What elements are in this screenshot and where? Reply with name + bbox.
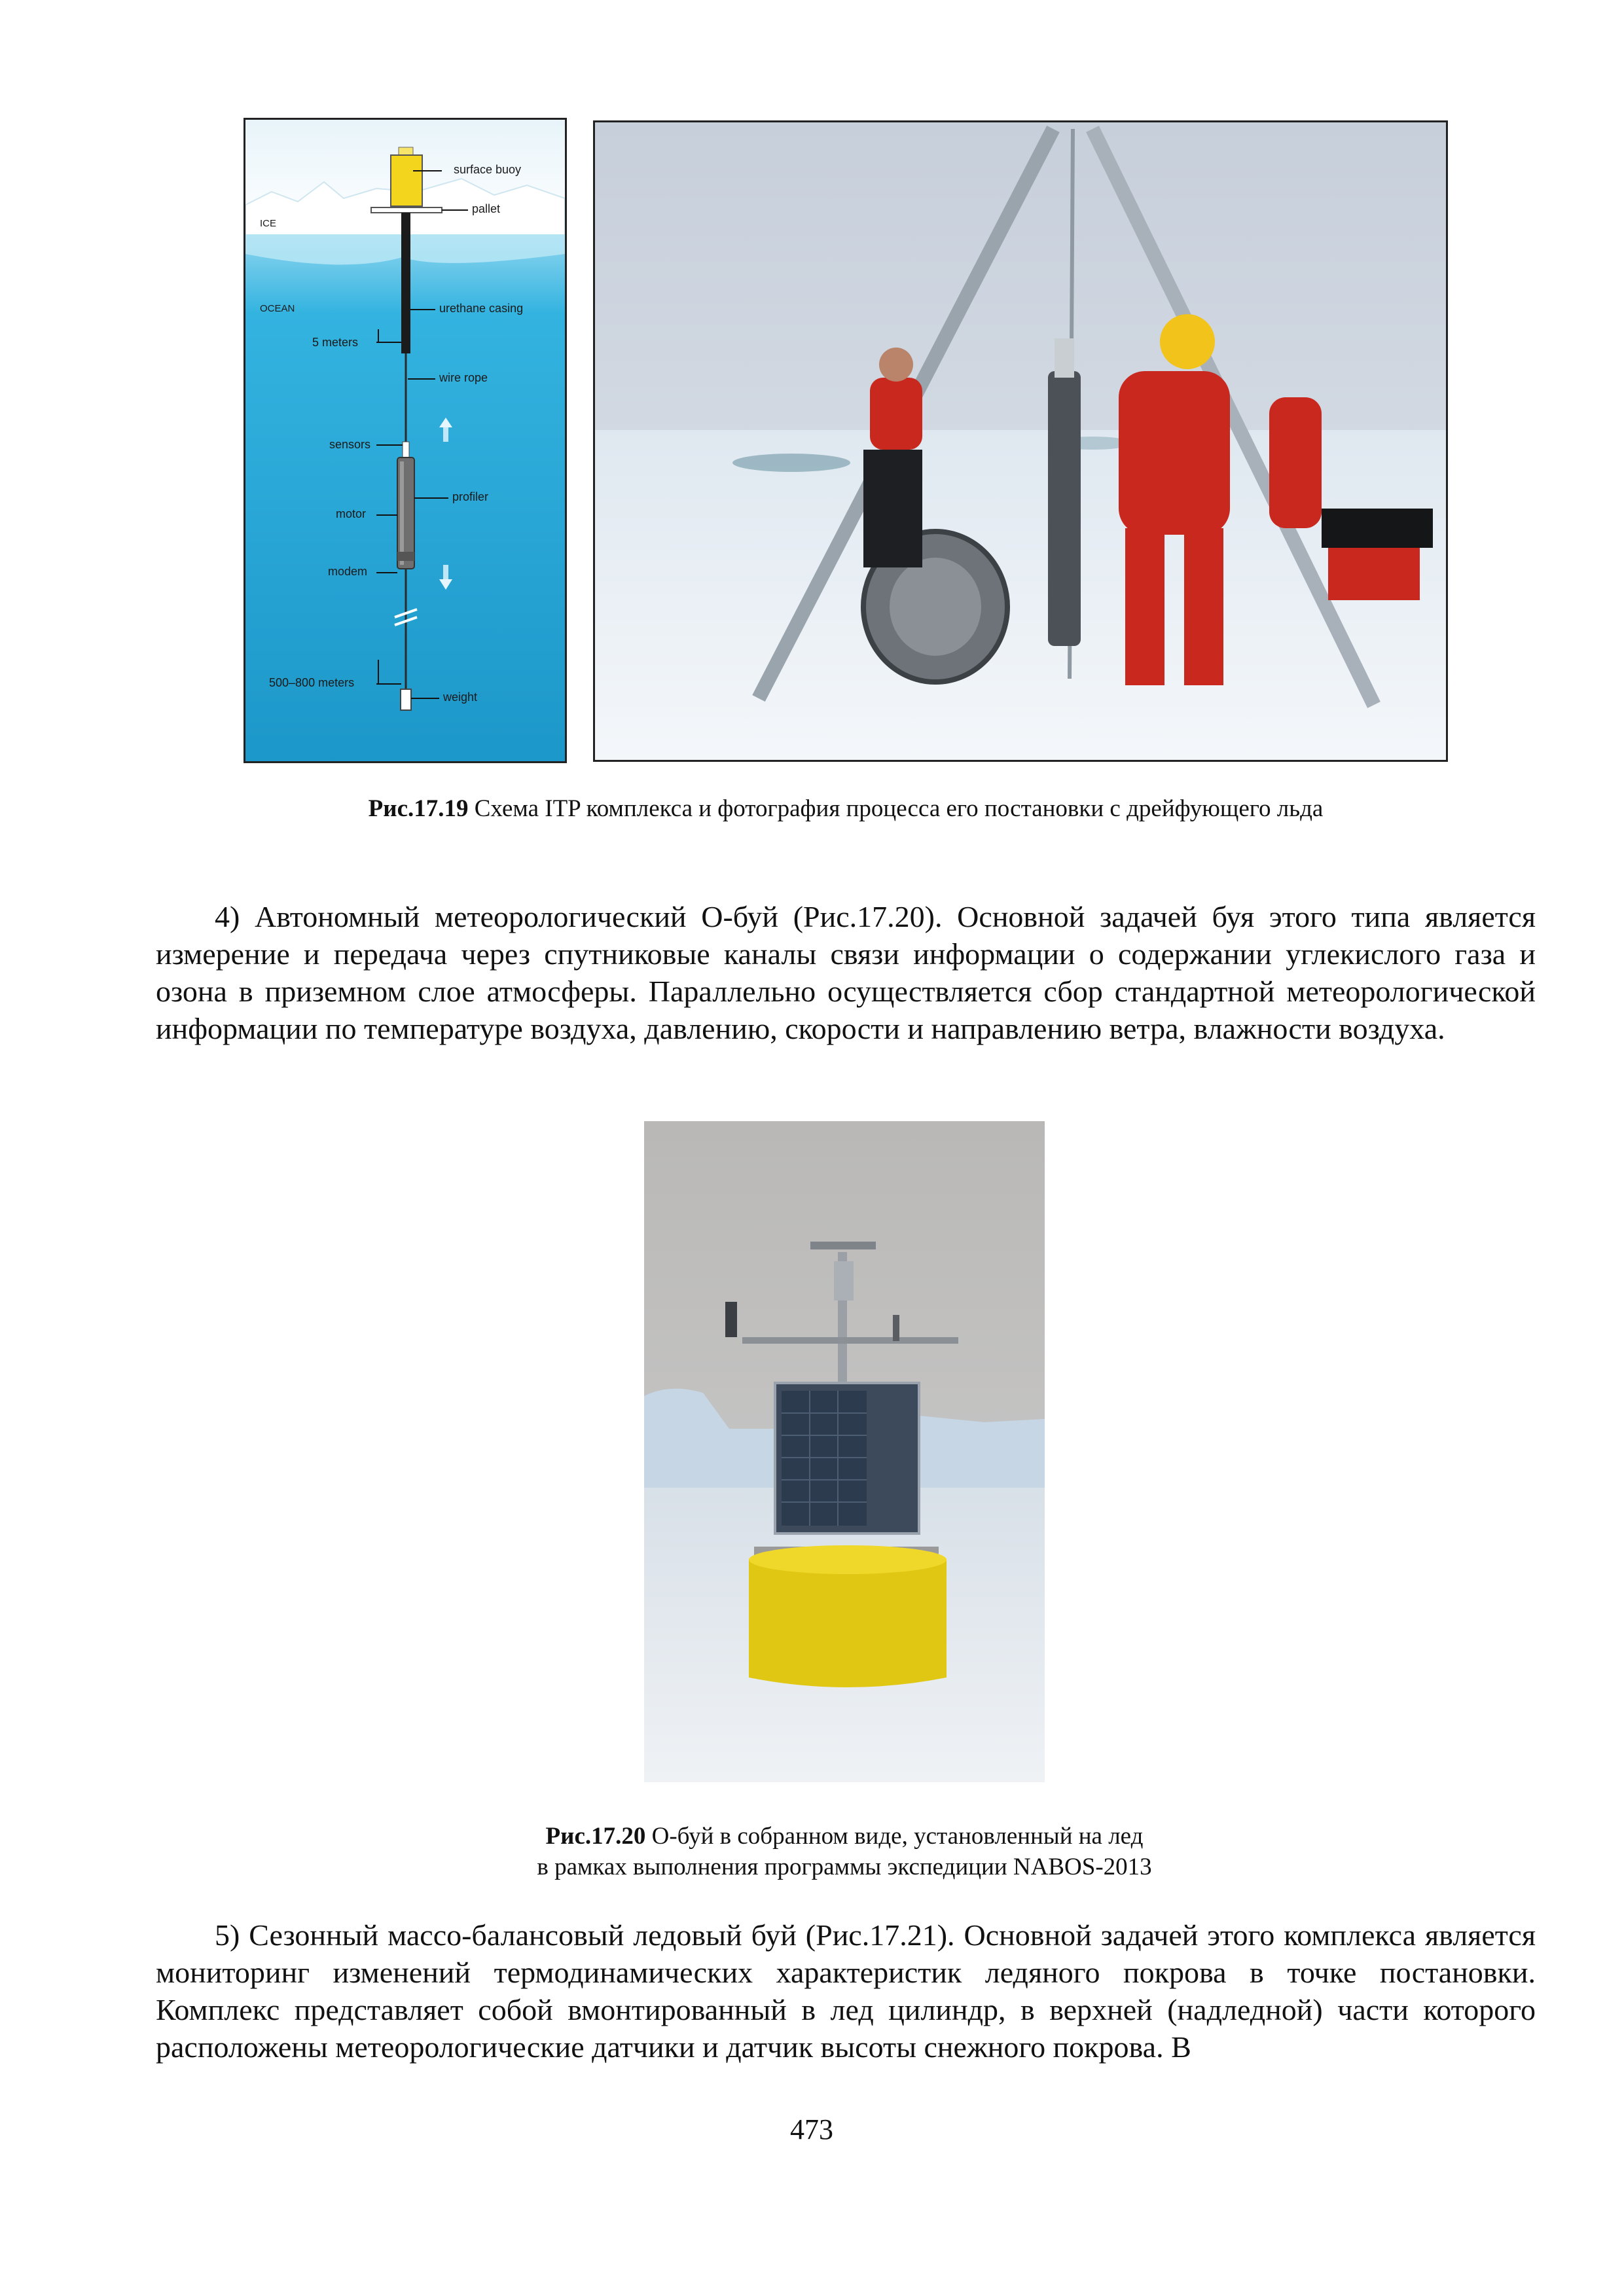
label-pallet: pallet [472,202,501,215]
figure20-caption [393,1821,1296,1882]
paragraph-5: 5) Сезонный массо-балансовый ледовый буй (Рис.17.21). Основной задачей этого комплекса является мониторинг изменений термодинамических характеристик ледяного покрова в точке постановки. Комплекс представляет собой вмонтированный в лед цилиндр, в верхней (надледной) части которого расположены метеорологические датчики и датчик высоты снежного покрова. В [156,1918,1536,2064]
o-buoy-photo [644,1121,1045,1782]
label-ice: ICE [260,218,277,229]
figure19-caption-label: Рис.17.19 [368,795,469,822]
label-profiler: profiler [452,490,489,503]
label-modem: modem [328,565,368,578]
label-urethane-casing: urethane casing [439,302,524,315]
page-number: 473 [790,2113,833,2145]
label-weight: weight [443,691,478,704]
o-buoy-photo-graphic [644,1121,1045,1782]
label-surface-buoy: surface buoy [454,163,522,176]
label-wire-rope: wire rope [439,371,488,384]
paragraph-4: 4) Автономный метеорологический О-буй (Рис.17.20). Основной задачей буя этого типа является измерение и передача через спутниковые каналы связи информации о содержании углекислого газа и озона в приземном слое атмосферы. Параллельно осуществляется сбор стандартной метеорологической информации по температуре воздуха, давлению, скорости и направлению ветра, влажности воздуха. [156,900,1536,1045]
label-ocean: OCEAN [260,303,295,314]
deployment-photo [593,120,1448,762]
figure20-caption-line2: в рамках выполнения программы экспедиции NABOS-2013 [537,1854,1152,1880]
itp-diagram-graphic [245,120,565,761]
label-5-meters: 5 meters [312,336,359,349]
figure20-caption-line1 [393,1821,1296,1852]
figure20-caption-label: Рис.17.20 [545,1823,646,1850]
figure20-caption-line1-text: О-буй в собранном виде, установленный на лед [645,1823,1144,1850]
label-motor: motor [336,507,367,520]
label-depth: 500–800 meters [269,676,355,689]
deployment-photo-graphic [595,122,1446,760]
itp-diagram [244,118,567,763]
figure19-caption-text: Схема ITP комплекса и фотография процесса его постановки с дрейфующего льда [468,795,1324,822]
figure19-caption [244,793,1448,824]
label-sensors: sensors [329,438,371,451]
